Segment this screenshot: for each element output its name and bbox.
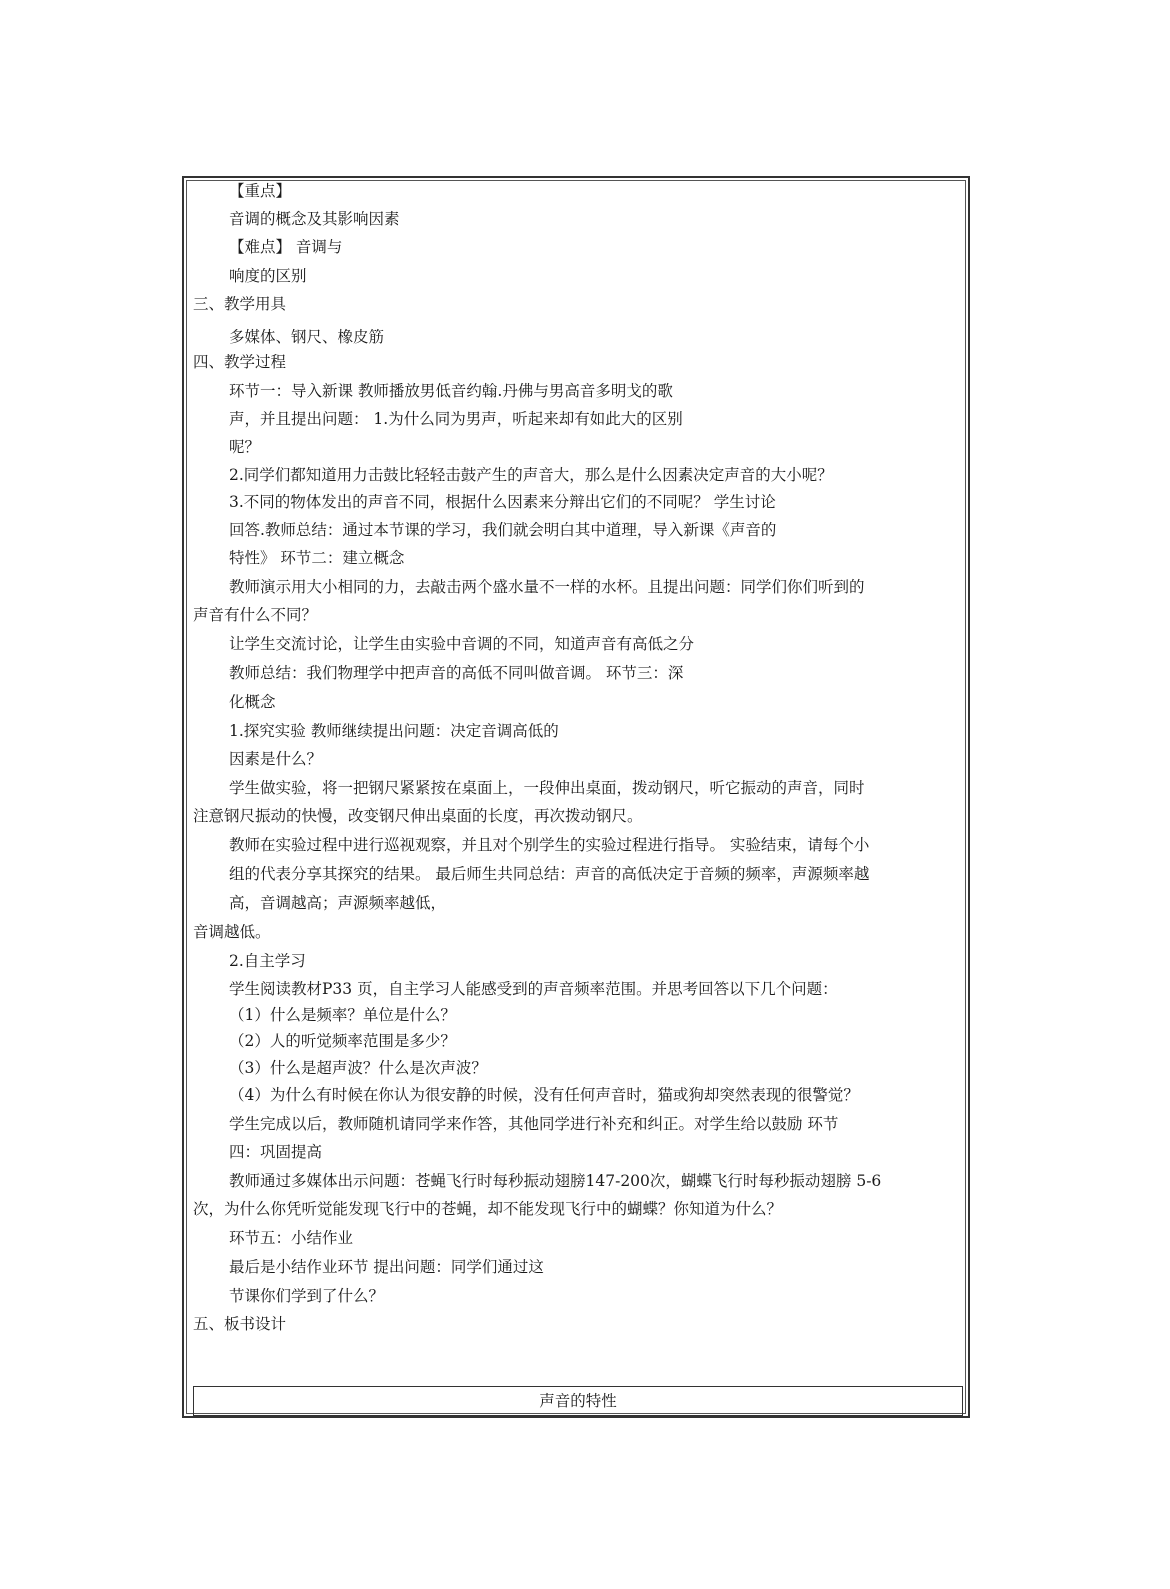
text-line: 学生完成以后，教师随机请同学来作答，其他同学进行补充和纠正。对学生给以鼓励 环节 [229,1115,839,1133]
text-line: 教师总结：我们物理学中把声音的高低不同叫做音调。 环节三：深 [229,664,684,682]
question-item: （1）什么是频率？单位是什么？ [229,1006,456,1024]
text-line: 声音有什么不同？ [193,606,318,624]
text-line: 1.探究实验 教师继续提出问题：决定音调高低的 [229,722,559,740]
text-line: 【难点】 音调与 [229,238,343,256]
section-heading: 四、教学过程 [193,353,287,371]
text-line: 最后是小结作业环节 提出问题：同学们通过这 [229,1258,544,1276]
section-heading: 三、教学用具 [193,295,287,313]
text-line: 四：巩固提高 [229,1143,323,1161]
section-heading: 五、板书设计 [193,1315,287,1333]
question-item: （2）人的听觉频率范围是多少？ [229,1032,456,1050]
text-line: 特性》 环节二：建立概念 [229,549,405,567]
text-line: 次，为什么你凭听觉能发现飞行中的苍蝇，却不能发现飞行中的蝴蝶？你知道为什么？ [193,1200,783,1218]
text-line: 声，并且提出问题： 1.为什么同为男声，听起来却有如此大的区别 [229,410,683,428]
text-line: 【重点】 [229,182,292,200]
text-line: 注意钢尺振动的快慢，改变钢尺伸出桌面的长度，再次拨动钢尺。 [193,807,643,825]
text-line: 多媒体、钢尺、橡皮筋 [229,328,385,346]
text-line: 3.不同的物体发出的声音不同，根据什么因素来分辩出它们的不同呢？ 学生讨论 [229,493,776,511]
text-line: 教师在实验过程中进行巡视观察，并且对个别学生的实验过程进行指导。 实验结束，请每个小 [229,836,870,854]
text-line: 2.同学们都知道用力击鼓比轻轻击鼓产生的声音大，那么是什么因素决定声音的大小呢？ [229,466,833,484]
text-line: 学生做实验，将一把钢尺紧紧按在桌面上，一段伸出桌面，拨动钢尺，听它振动的声音，同时 [229,779,865,797]
text-line: 音调越低。 [193,923,271,941]
text-line: 回答.教师总结：通过本节课的学习，我们就会明白其中道理，导入新课《声音的 [229,521,777,539]
text-line: 学生阅读教材P33 页，自主学习人能感受到的声音频率范围。并思考回答以下几个问题： [229,980,838,998]
text-line: 教师通过多媒体出示问题：苍蝇飞行时每秒振动翅膀147-200次，蝴蝶飞行时每秒振动翅膀 5-6 [229,1172,882,1190]
text-line: 让学生交流讨论，让学生由实验中音调的不同，知道声音有高低之分 [229,635,695,653]
text-line: 环节五：小结作业 [229,1229,354,1247]
text-line: 2.自主学习 [229,952,306,970]
question-item: （4）为什么有时候在你认为很安静的时候，没有任何声音时，猫或狗却突然表现的很警觉？ [229,1086,859,1104]
text-line: 响度的区别 [229,267,307,285]
text-line: 组的代表分享其探究的结果。 最后师生共同总结：声音的高低决定于音频的频率，声源频率越 [229,865,870,883]
text-line: 呢？ [229,438,261,456]
text-line: 高，音调越高；声源频率越低， [229,894,447,912]
text-line: 音调的概念及其影响因素 [229,210,400,228]
text-line: 环节一：导入新课 教师播放男低音约翰.丹佛与男高音多明戈的歌 [229,382,673,400]
text-line: 化概念 [229,693,276,711]
question-item: （3）什么是超声波？什么是次声波？ [229,1059,487,1077]
text-line: 节课你们学到了什么？ [229,1287,385,1305]
text-line: 因素是什么？ [229,750,323,768]
text-line: 教师演示用大小相同的力，去敲击两个盛水量不一样的水杯。且提出问题：同学们你们听到的 [229,578,865,596]
board-design-title: 声音的特性 [539,1392,617,1410]
